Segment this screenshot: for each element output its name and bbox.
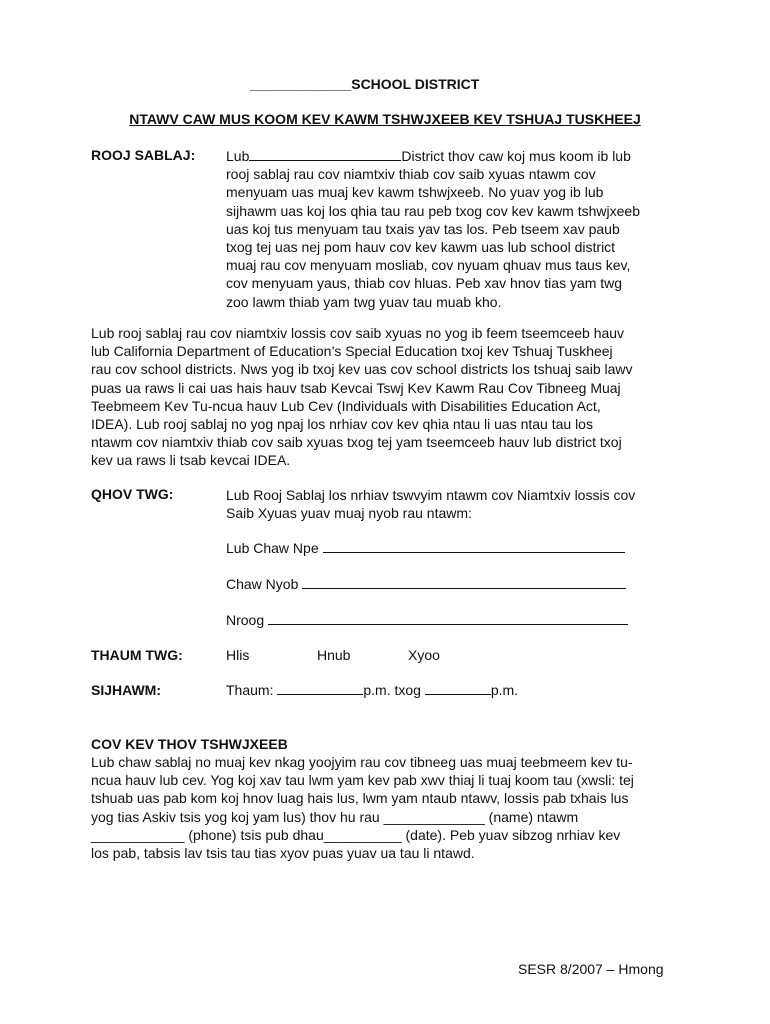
intro-paragraph bbox=[91, 324, 691, 470]
footer-code: SESR 8/2007 – Hmong bbox=[518, 961, 664, 977]
first-line-rest: District thov caw koj mus koom ib lub bbox=[401, 148, 631, 164]
intro-line: puas ua raws li cai uas hais hauv tsab Kevcai Tswj Kev Kawm Rau Cov Tibneeg Muaj bbox=[91, 379, 621, 396]
intro-line: Lub rooj sablaj rau cov niamtxiv lossis cov saib xyuas no yog ib feem tseemceeb hauv bbox=[91, 325, 625, 341]
rooj-sablaj-line: zoo lawm thiab yam twg yuav tau muab kho. bbox=[226, 293, 502, 310]
rsvp-line: ncua hauv lub cev. Yog koj xav tau lwm yam kev pab xwv thiaj li tuaj koom tau (xwsli: tej bbox=[91, 772, 634, 789]
intro-line: IDEA). Lub rooj sablaj no yog npaj los nrhiav cov kev qhia ntau li uas ntau tau los bbox=[91, 416, 593, 433]
city-field[interactable] bbox=[268, 612, 628, 625]
place-name-label: Lub Chaw Npe bbox=[226, 540, 319, 556]
date-month-label: Hlis bbox=[226, 647, 250, 663]
place-name-row bbox=[226, 540, 625, 556]
rooj-sablaj-label: ROOJ SABLAJ: bbox=[91, 147, 196, 163]
rsvp-line: yog tias Askiv tsis yog koj yam lus) thov hu rau _____________ (name) ntawm bbox=[91, 808, 579, 825]
rooj-sablaj-line: uas koj tus menyuam tau txais yav tas los. Peb tseem xav paub bbox=[226, 220, 620, 237]
time-row bbox=[226, 682, 518, 698]
sijhawm-label: SIJHAWM: bbox=[91, 682, 161, 698]
rooj-sablaj-line: sijhawm uas koj los qhia tau rau peb txog cov kev kawm tshwjxeeb bbox=[226, 202, 640, 219]
rooj-sablaj-line: cov menyuam yaus, thiab cov hluas. Peb xav hnov tias yam twg bbox=[226, 275, 623, 292]
document-title: NTAWV CAW MUS KOOM KEV KAWM TSHWJXEEB KEV TSHUAJ TUSKHEEJ bbox=[129, 111, 641, 127]
time-label: Thaum: bbox=[226, 682, 274, 698]
thaum-twg-label: THAUM TWG: bbox=[91, 647, 183, 663]
address-label: Chaw Nyob bbox=[226, 576, 299, 592]
rooj-sablaj-line: muaj rau cov menyuam mosliab, cov nyuam qhuav mus taus kev, bbox=[226, 257, 631, 274]
qhov-twg-line: Lub Rooj Sablaj los nrhiav tswvyim ntawm cov Niamtxiv lossis cov bbox=[226, 487, 636, 503]
qhov-twg-line: Saib Xyuas yuav muaj nyob rau ntawm: bbox=[226, 505, 472, 522]
school-district-label: SCHOOL DISTRICT bbox=[351, 76, 480, 92]
lub-prefix: Lub bbox=[226, 148, 250, 164]
date-year-label: Xyoo bbox=[408, 647, 440, 663]
city-row bbox=[226, 612, 628, 628]
special-requests-text bbox=[91, 753, 691, 862]
end-time-field[interactable] bbox=[425, 682, 491, 695]
date-day-label: Hnub bbox=[317, 647, 351, 663]
pm-txog: p.m. txog bbox=[363, 682, 421, 698]
qhov-twg-text bbox=[226, 486, 696, 522]
intro-line: Teebmeem Kev Tu-ncua hauv Lub Cev (Individuals with Disabilities Education Act, bbox=[91, 397, 601, 414]
city-label: Nroog bbox=[226, 612, 265, 628]
rsvp-line: ____________ (phone) tsis pub dhau__________ (date). Peb yuav sibzog nrhiav kev bbox=[91, 826, 621, 843]
rooj-sablaj-first-line bbox=[226, 147, 696, 165]
intro-line: ntawm cov niamtxiv thiab cov saib xyuas txog tej yam tseemceeb hauv lub district txoj bbox=[91, 434, 622, 451]
rsvp-line: tshuab uas pab kom koj hnov luag hais lus, lwm yam ntaub ntawv, lossis pab txhais lus bbox=[91, 790, 629, 807]
district-name-blank[interactable]: _____________ bbox=[250, 76, 352, 92]
special-requests-heading: COV KEV THOV TSHWJXEEB bbox=[91, 736, 288, 752]
rooj-sablaj-line: txog tej uas nej pom hauv cov kev kawm uas lub school district bbox=[226, 239, 616, 256]
school-district-header bbox=[250, 76, 479, 92]
rsvp-line: los pab, tabsis lav tsis tau tias xyov puas yuav ua tau li ntawd. bbox=[91, 845, 475, 862]
address-row bbox=[226, 576, 626, 592]
rsvp-line: Lub chaw sablaj no muaj kev nkag yoojyim rau cov tibneeg uas muaj teebmeem kev tu- bbox=[91, 754, 633, 770]
start-time-field[interactable] bbox=[277, 682, 363, 695]
intro-line: rau cov school districts. Nws yog ib txoj kev uas cov school districts los tshuaj saib lawv bbox=[91, 361, 633, 378]
intro-line: kev ua raws li tsab kevcai IDEA. bbox=[91, 452, 291, 469]
rooj-sablaj-line: rooj sablaj rau cov niamtxiv thiab cov saib xyuas ntawm cov bbox=[226, 166, 596, 183]
rooj-sablaj-text bbox=[226, 147, 696, 311]
intro-line: lub California Department of Education’s Special Education txoj kev Tshuaj Tuskheej bbox=[91, 343, 613, 360]
place-name-field[interactable] bbox=[323, 540, 625, 553]
qhov-twg-label: QHOV TWG: bbox=[91, 486, 174, 502]
rooj-sablaj-line: menyuam uas muaj kev kawm tshwjxeeb. No yuav yog ib lub bbox=[226, 184, 604, 201]
pm-end: p.m. bbox=[490, 682, 519, 698]
address-field[interactable] bbox=[302, 576, 626, 589]
district-name-field[interactable] bbox=[249, 148, 401, 161]
